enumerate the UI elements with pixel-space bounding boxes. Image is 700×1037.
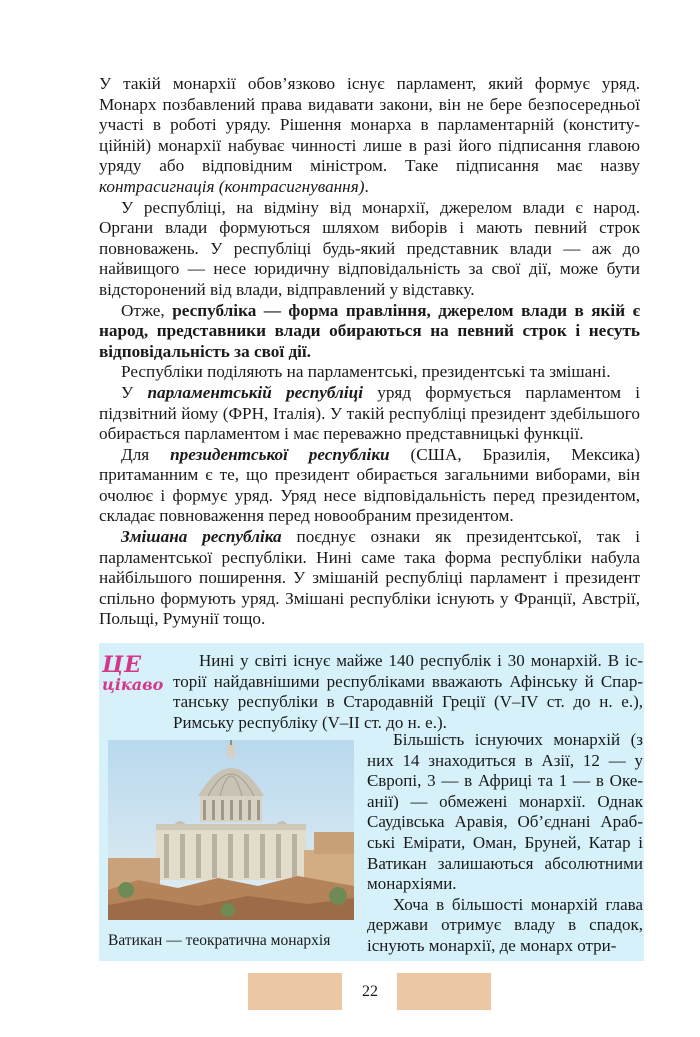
page-number: 22: [362, 983, 378, 1000]
paragraph-parliamentary: У парламентській республіці уряд формується парламентом і підзвітний йому (ФРН, Італія). У такій республіці президент здебільшого обирається парламентом і має переважно представницькі функції.: [99, 382, 640, 444]
term-mixed-republic: Змішана республіка: [121, 527, 282, 547]
footer-bar-left: [248, 973, 342, 1010]
interesting-facts-box: [99, 643, 644, 961]
paragraph-mixed: Змішана республіка поєднує ознаки як президентської, так і парламентської республіки. Нині саме така форма республіки набула найбільшого поширення. У змішаній республіці парламент і президент спільно формують уряд. Змішані республіки існують у Франції, Австрії, Польщі, Румунії тощо.: [99, 527, 640, 629]
republic-definition: республіка — форма правління, джерелом влади в якій є народ, представники влади обираються на певний строк і несуть відповідальність за свої дії.: [99, 300, 640, 361]
vatican-illustration: [108, 740, 354, 920]
main-text: [99, 74, 640, 630]
paragraph-definition: Отже, республіка — форма правління, джерелом влади в якій є народ, представники влади обираються на певний строк і несуть відповідальність за свої дії.: [99, 300, 640, 361]
infobox-monarchies: Більшість існуючих монархій (з них 14 знаходиться в Азії, 12 — у Європі, 3 — в Африці та 1 — в Океанії) — обмежені монархії. Однак Саудівська Аравія, Об’єднані Арабські Емірати, Оман, Бруней, Катар і Ватикан залишаються абсолютними монархіями. Хоча в більшості монархій глава держави отримує владу в спадок, існують монархії, де монарх отри-: [367, 730, 643, 955]
term-parliamentary-republic: парламентській республіці: [147, 382, 363, 402]
infobox-intro: Нині у світі існує майже 140 республік і 30 монархій. В історії найдавнішими республіками вважають Афінську й Спартанську республіки в Стародавній Греції (V–IV ст. до н. е.), Римську республіку (V–II ст. до н. е.).: [173, 651, 643, 732]
paragraph-monarchy: У такій монархії обов’язково існує парламент, який формує уряд. Монарх позбавлений права видавати закони, він не бере безпосередньої участі в роботі уряду. Рішення монарха в парламентарній (конституційній) монархії набуває чинності лише в разі його підписання главою уряду або відповідним міністром. Таке підписання має назву контрасигнація (контрасигнування).: [99, 74, 640, 196]
paragraph-presidential: Для президентської республіки (США, Бразилія, Мексика) притаманним є те, що президент обирається загальними виборами, він очолює і формує уряд. Уряд несе відповідальність перед президентом, складає повноваження перед новообраним президентом.: [99, 444, 640, 526]
paragraph-types: Республіки поділяють на парламентські, президентські та змішані.: [121, 362, 611, 382]
term-countersignature: контрасигнація (контрасигнування): [99, 176, 365, 196]
vatican-photo: [108, 740, 354, 920]
interesting-badge: ЦЕ цікаво: [102, 652, 164, 694]
footer-bar-right: [397, 973, 491, 1010]
photo-caption: Ватикан — теократична монархія: [108, 932, 331, 949]
paragraph-republic: У республіці, на відміну від монархії, джерелом влади є народ. Органи влади формуються шляхом виборів і мають певний строк повноважень. У республіці будь-який представник влади — аж до найвищого — несе юридичну відповідальність за свої дії, може бути відсторонений від влади, відправлений у відставку.: [99, 197, 640, 299]
term-presidential-republic: президентської республіки: [170, 444, 390, 464]
